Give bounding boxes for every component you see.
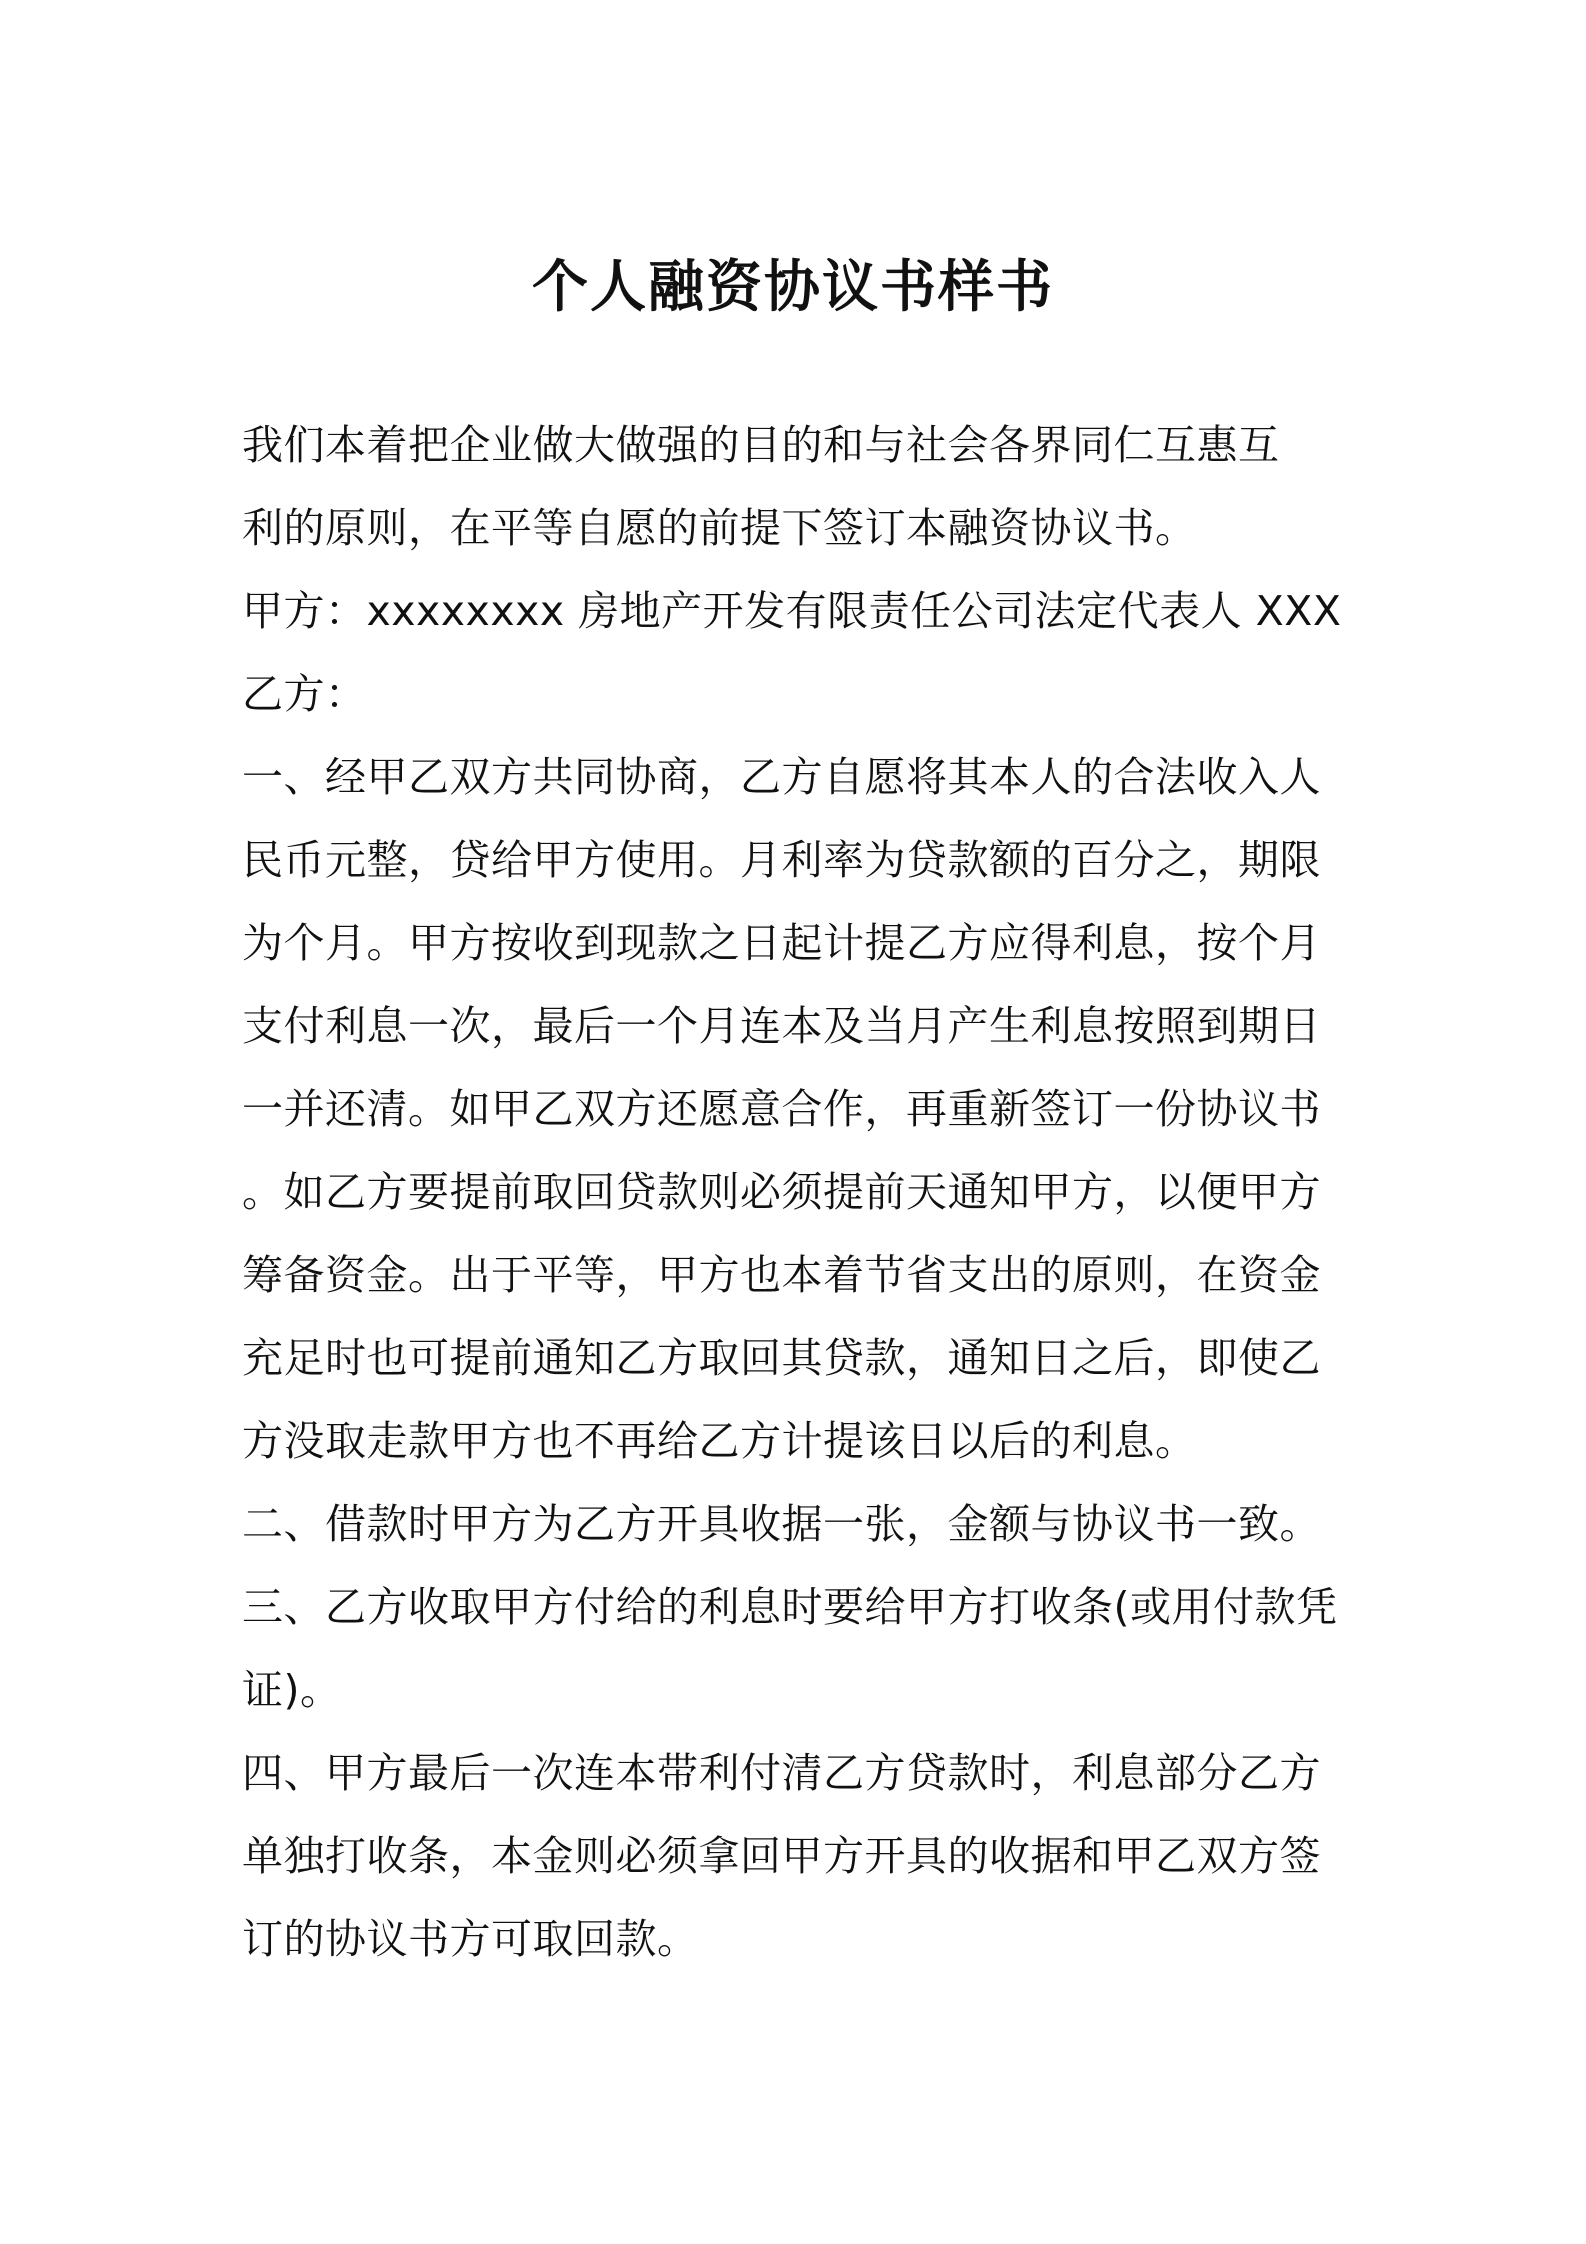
clause-1-line-5: 一并还清。如甲乙双方还愿意合作，再重新签订一份协议书 [242,1085,1321,1133]
clause-4-line-2: 单独打收条，本金则必须拿回甲方开具的收据和甲乙双方签 [242,1832,1321,1880]
clause-1-line-9: 方没取走款甲方也不再给乙方计提该日以后的利息。 [242,1417,1197,1465]
clause-4-line-3: 订的协议书方可取回款。 [242,1915,699,1963]
party-a-line: 甲方：xxxxxxxx 房地产开发有限责任公司法定代表人 XXX [242,587,1342,635]
document-title: 个人融资协议书样书 [532,255,1054,320]
clause-1-line-3: 为个月。甲方按收到现款之日起计提乙方应得利息，按个月 [242,919,1321,967]
intro-line-2: 利的原则，在平等自愿的前提下签订本融资协议书。 [242,504,1197,552]
clause-1-line-8: 充足时也可提前通知乙方取回其贷款，通知日之后，即使乙 [242,1334,1321,1382]
clause-1-line-7: 筹备资金。出于平等，甲方也本着节省支出的原则，在资金 [242,1251,1321,1299]
clause-3-line-2: 证)。 [242,1666,342,1714]
clause-1-line-4: 支付利息一次，最后一个月连本及当月产生利息按照到期日 [242,1002,1321,1050]
intro-line-1: 我们本着把企业做大做强的目的和与社会各界同仁互惠互 [242,421,1280,469]
party-b-line: 乙方： [242,670,367,718]
clause-1-line-6: 。如乙方要提前取回贷款则必须提前天通知甲方，以便甲方 [242,1168,1321,1216]
clause-2-line-1: 二、借款时甲方为乙方开具收据一张，金额与协议书一致。 [242,1500,1321,1548]
clause-4-line-1: 四、甲方最后一次连本带利付清乙方贷款时，利息部分乙方 [242,1749,1321,1797]
clause-1-line-2: 民币元整，贷给甲方使用。月利率为贷款额的百分之，期限 [242,836,1321,884]
clause-1-line-1: 一、经甲乙双方共同协商，乙方自愿将其本人的合法收入人 [242,753,1321,801]
clause-3-line-1: 三、乙方收取甲方付给的利息时要给甲方打收条(或用付款凭 [242,1583,1338,1631]
